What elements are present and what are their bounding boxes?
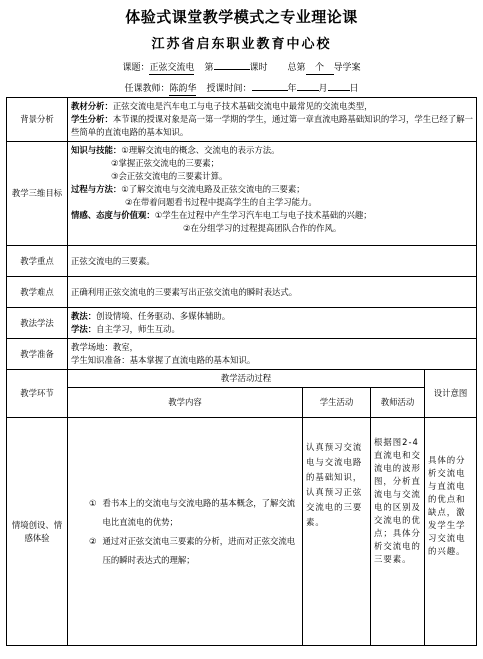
knowledge-label: 知识与技能： <box>71 145 122 155</box>
teacher-label: 任课教师： <box>124 84 170 94</box>
teach-method-label: 教法： <box>71 311 97 321</box>
student-analysis-label: 学生分析： <box>71 114 113 124</box>
col-content-header: 教学内容 <box>68 388 303 418</box>
material-label: 教材分析： <box>71 101 113 111</box>
row-methods <box>7 308 477 339</box>
label-goals: 教学三维目标 <box>7 142 68 246</box>
content-item-1: ① 看书本上的交流电与交流电路的基本概念，了解交流电比直流电的优势； <box>89 497 296 527</box>
label-difficulty: 教学难点 <box>7 277 68 308</box>
emotion-1: ①学生在过程中产生学习汽车电工与电子技术基础的兴趣； <box>154 210 372 220</box>
day-label: 日 <box>349 84 359 94</box>
lesson-no-label: 第 <box>204 63 214 73</box>
plan-label: 导学案 <box>333 63 361 73</box>
row-key-points <box>7 246 477 277</box>
topic-label: 课题： <box>122 63 150 73</box>
background-content <box>68 98 477 142</box>
learn-method-text: 自主学习，师生互动。 <box>96 324 180 334</box>
preparation-content <box>68 339 477 370</box>
key-points-text: 正弦交流电的三要素。 <box>68 246 477 277</box>
process-1: ①了解交流电与交流电路及正弦交流电的三要素； <box>121 184 305 194</box>
row-background <box>7 98 477 142</box>
total-value: 个 <box>306 63 334 75</box>
col-student-header: 学生活动 <box>303 388 371 418</box>
year-blank <box>252 90 288 91</box>
document-title: 体验式课堂教学模式之专业理论课 <box>125 8 358 26</box>
label-key-points: 教学重点 <box>7 246 68 277</box>
lesson-label: 课时 <box>249 63 268 73</box>
row-difficulty <box>7 277 477 308</box>
knowledge-2: ②掌握正弦交流电的三要素； <box>111 158 220 168</box>
day-blank <box>328 90 350 91</box>
col-intent-header: 设计意图 <box>425 370 477 418</box>
label-methods: 教法学法 <box>7 308 68 339</box>
teacher-activity: 根据图2-4直流电和交流电的波形图，分析直流电与交流电的区别及交流电的优点；具体分析交流电的三要素。 <box>371 418 425 646</box>
col-teacher-header: 教师活动 <box>371 388 425 418</box>
lesson-plan-table <box>6 97 477 646</box>
row-goals <box>7 142 477 246</box>
prep-knowledge: 学生知识准备：基本掌握了直流电路的基本知识。 <box>71 355 256 365</box>
teach-method-text: 创设情境、任务驱动、多媒体辅助。 <box>96 311 231 321</box>
row-process-header <box>7 370 477 388</box>
month-label: 月 <box>318 84 328 94</box>
month-blank <box>297 90 319 91</box>
teacher-name: 陈韵华 <box>169 84 197 94</box>
learn-method-label: 学法： <box>71 324 97 334</box>
topic-value: 正弦交流电 <box>149 63 195 73</box>
label-preparation: 教学准备 <box>7 339 68 370</box>
row-process-subheader <box>7 388 477 418</box>
emotion-2: ②在分组学习的过程提高团队合作的作风。 <box>183 223 342 233</box>
design-intent: 具体的分析交流电与直流电的优点和缺点，激发学生学习交流电的兴趣。 <box>425 418 477 646</box>
year-label: 年 <box>287 84 297 94</box>
lesson-info-line <box>0 60 483 75</box>
situation-content <box>68 418 303 646</box>
lesson-no-blank <box>214 69 250 70</box>
student-activity: 认真预习交流电与交流电路的基础知识，认真预习正弦交流电的三要素。 <box>303 418 371 646</box>
school-name: 江苏省启东职业教育中心校 <box>151 37 332 52</box>
time-label: 授课时间： <box>206 84 252 94</box>
material-text: 正弦交流电是汽车电工与电子技术基础交流电中最常见的交流电类型， <box>112 101 373 111</box>
knowledge-1: ①理解交流电的概念、交流电的表示方法。 <box>121 145 280 155</box>
row-situation <box>7 418 477 646</box>
teacher-info-line <box>0 81 483 96</box>
process-header: 教学活动过程 <box>68 370 425 388</box>
process-2: ②在带着问题看书过程中提高学生的自主学习能力。 <box>125 197 317 207</box>
goals-content <box>68 142 477 246</box>
row-preparation <box>7 339 477 370</box>
total-label: 总第 <box>287 63 306 73</box>
prep-venue: 教学场地：教室， <box>71 342 138 352</box>
knowledge-3: ③会正弦交流电的三要素计算。 <box>111 171 228 181</box>
methods-content <box>68 308 477 339</box>
emotion-label: 情感、态度与价值观： <box>71 210 155 220</box>
difficulty-text: 正确利用正弦交流电的三要素写出正弦交流电的瞬时表达式。 <box>68 277 477 308</box>
label-steps: 教学环节 <box>7 370 68 418</box>
label-situation: 情境创设、情感体验 <box>7 418 68 646</box>
label-background: 背景分析 <box>7 98 68 142</box>
process-label: 过程与方法： <box>71 184 122 194</box>
content-item-2: ② 通过对正弦交流电三要素的分析，进而对正弦交流电压的瞬时表达式的理解； <box>89 535 296 565</box>
student-analysis-text: 本节课的授课对象是高一第一学期的学生，通过第一章直流电路基础知识的学习，学生已经了解一些简单的直流电路的基本知识。 <box>71 114 473 137</box>
